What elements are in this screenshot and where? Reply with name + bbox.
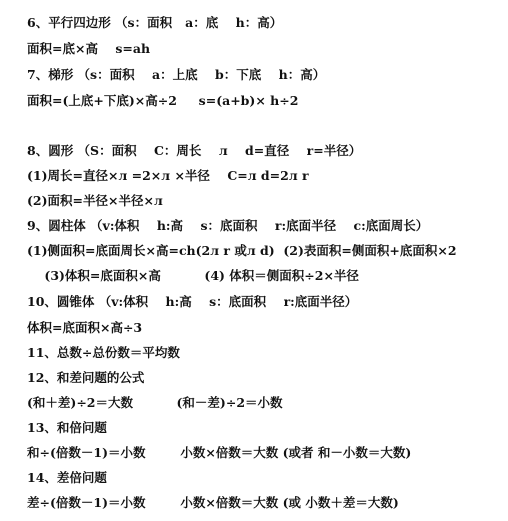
section-10-formula: 体积=底面积×高÷3 [27,320,143,335]
section-12-heading: 12、和差问题的公式 [27,370,145,385]
section-7-heading: 7、梯形 （s：面积 a：上底 b：下底 h：高） [27,67,326,82]
section-6-heading: 6、平行四边形 （s：面积 a：底 h：高） [27,15,283,30]
section-13-heading: 13、和倍问题 [27,420,107,435]
section-11-formula: 11、总数÷总份数＝平均数 [27,345,180,360]
section-9-formula-1: (1)侧面积=底面周长×高=ch(2л r 或л d) (2)表面积=侧面积+底面积×2 [27,243,457,258]
section-7-formula: 面积=(上底+下底)×高÷2 s=(a+b)× h÷2 [27,93,299,108]
section-6-formula: 面积=底×高 s=ah [27,41,151,56]
section-13-formula: 和÷(倍数－1)＝小数 小数×倍数＝大数 (或者 和－小数＝大数) [27,445,412,460]
section-10-heading: 10、圆锥体 （v:体积 h:高 s：底面积 r:底面半径） [27,294,358,309]
section-9-heading: 9、圆柱体 （v:体积 h:高 s：底面积 r:底面半径 c:底面周长） [27,218,429,233]
section-8-heading: 8、圆形 （S：面积 C：周长 л d=直径 r=半径） [27,143,362,158]
section-14-heading: 14、差倍问题 [27,470,107,485]
section-12-formula: (和＋差)÷2＝大数 (和－差)÷2＝小数 [27,395,283,410]
section-9-formula-2: (3)体积=底面积×高 (4) 体积＝侧面积÷2×半径 [27,268,359,283]
section-8-formula-2: (2)面积=半径×半径×л [27,193,163,208]
section-14-formula: 差÷(倍数－1)＝小数 小数×倍数＝大数 (或 小数＋差＝大数) [27,495,399,510]
section-8-formula-1: (1)周长=直径×л =2×л ×半径 C=л d=2л r [27,168,309,183]
